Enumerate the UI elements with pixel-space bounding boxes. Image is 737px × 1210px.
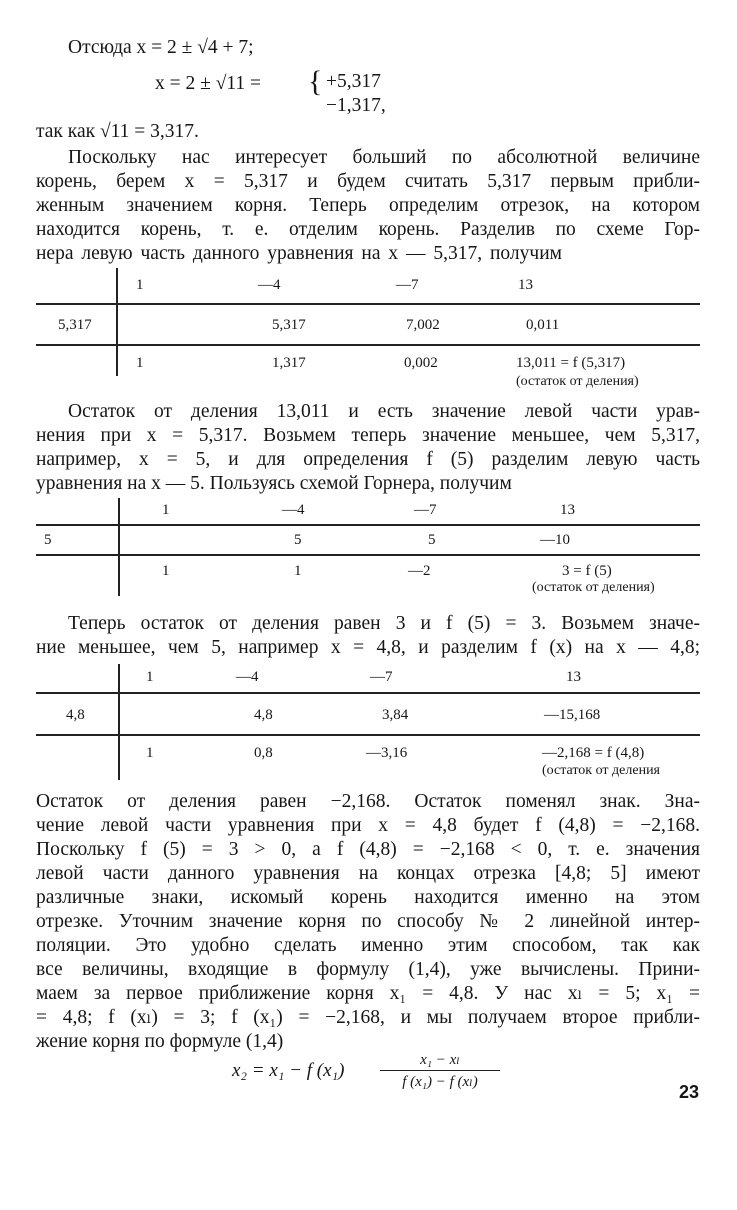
paragraph-2-line: Остаток от деления 13,011 и есть значение левой части урав- [68, 401, 700, 422]
quotient-value: —2 [408, 563, 431, 579]
paragraph-1-line: женным значением корня. Теперь определим отрезок, на котором [36, 195, 700, 216]
paragraph-3-line: Теперь остаток от деления равен 3 и f (5) = 3. Возьмем значе- [68, 613, 700, 634]
coefficient: 1 [146, 669, 154, 685]
horner-table-3 [36, 664, 700, 786]
remainder-value: 3 = f (5) [562, 563, 612, 579]
table-rule [36, 554, 700, 556]
paragraph-4-line: жение корня по формуле (1,4) [36, 1031, 284, 1052]
product-value: 5 [428, 532, 436, 548]
formula-denominator: f (x₁) − f (xₗ) [402, 1074, 478, 1090]
paragraph-2-line: например, x = 5, и для определения f (5) разделим левую часть [36, 449, 700, 470]
paragraph-1-line: корень, берем x = 5,317 и будем считать 5,317 первым прибли- [36, 171, 700, 192]
coefficient: 13 [518, 277, 533, 293]
product-value: 5,317 [272, 317, 306, 333]
paragraph-4-line: различные знаки, искомый корень находится именно на этом [36, 887, 700, 908]
quotient-value: 1 [294, 563, 302, 579]
quotient-value: 1 [146, 745, 154, 761]
paragraph-1-line: Поскольку нас интересует больший по абсолютной величине [68, 147, 700, 168]
horner-table-1 [36, 268, 700, 392]
product-value: 5 [294, 532, 302, 548]
equation-line-1: Отсюда x = 2 ± √4 + 7; [68, 37, 254, 58]
quotient-value: —3,16 [366, 745, 408, 761]
remainder-note: (остаток от деления [542, 763, 660, 778]
paragraph-3-line: ние меньшее, чем 5, например x = 4,8, и разделим f (x) на x — 4,8; [36, 637, 700, 658]
coefficient: —4 [236, 669, 259, 685]
root-positive: +5,317 [326, 71, 381, 92]
quotient-value: 1,317 [272, 355, 306, 371]
coefficient: 1 [136, 277, 144, 293]
table-vertical-rule [118, 664, 120, 780]
quotient-value: 0,8 [254, 745, 273, 761]
remainder-note: (остаток от деления) [532, 580, 655, 595]
quotient-value: 1 [136, 355, 144, 371]
table-rule [36, 524, 700, 526]
coefficient: 1 [162, 502, 170, 518]
equation-line-2: x = 2 ± √11 = [155, 73, 262, 94]
coefficient: —4 [282, 502, 305, 518]
paragraph-4-line: поляции. Это удобно сделать именно этим способом, так как [36, 935, 700, 956]
paragraph-4-line: Остаток от деления равен −2,168. Остаток поменял знак. Зна- [36, 791, 700, 812]
paragraph-4-line: все величины, входящие в формулу (1,4), уже вычислены. Прини- [36, 959, 700, 980]
paragraph-1-line: нера левую часть данного уравнения на x — 5,317, получим [36, 243, 562, 264]
paragraph-4-line: = 4,8; f (xₗ) = 3; f (x₁) = −2,168, и мы получаем второе прибли- [36, 1007, 700, 1028]
product-value: —10 [540, 532, 570, 548]
formula-numerator: x₁ − xₗ [420, 1052, 460, 1068]
paragraph-1-line: находится корень, т. е. отделим корень. Разделив по схеме Гор- [36, 219, 700, 240]
table-vertical-rule [118, 498, 120, 596]
quotient-value: 0,002 [404, 355, 438, 371]
coefficient: —4 [258, 277, 281, 293]
paragraph-4-line: Поскольку f (5) = 3 > 0, а f (4,8) = −2,168 < 0, т. е. значения [36, 839, 700, 860]
page-number: 23 [678, 1082, 699, 1102]
coefficient: —7 [396, 277, 419, 293]
product-value: 7,002 [406, 317, 440, 333]
horner-table-2 [36, 498, 700, 600]
formula-lhs: x₂ = x₁ − f (x₁) [232, 1060, 345, 1081]
product-value: —15,168 [544, 707, 601, 723]
coefficient: 13 [566, 669, 581, 685]
equation-line-3: так как √11 = 3,317. [36, 121, 199, 142]
paragraph-4-line: чение левой части уравнения при x = 4,8 будет f (4,8) = −2,168. [36, 815, 700, 836]
divisor-value: 5 [44, 532, 52, 548]
remainder-value: 13,011 = f (5,317) [516, 355, 626, 371]
brace-symbol: { [308, 65, 323, 98]
root-negative: −1,317, [326, 95, 386, 116]
table-rule [36, 734, 700, 736]
coefficient: —7 [370, 669, 393, 685]
divisor-value: 5,317 [58, 317, 92, 333]
table-rule [36, 692, 700, 694]
remainder-value: —2,168 = f (4,8) [542, 745, 645, 761]
coefficient: 13 [560, 502, 575, 518]
paragraph-4-line: отрезке. Уточним значение корня по способу № 2 линейной интер- [36, 911, 700, 932]
paragraph-4-line: левой части данного уравнения на концах отрезка [4,8; 5] имеют [36, 863, 700, 884]
product-value: 4,8 [254, 707, 273, 723]
product-value: 0,011 [526, 317, 560, 333]
coefficient: —7 [414, 502, 437, 518]
quotient-value: 1 [162, 563, 170, 579]
paragraph-2-line: уравнения на x — 5. Пользуясь схемой Горнера, получим [36, 473, 512, 494]
product-value: 3,84 [382, 707, 409, 723]
divisor-value: 4,8 [66, 707, 85, 723]
paragraph-4-line: маем за первое приближение корня x₁ = 4,8. У нас xₗ = 5; x₁ = [36, 983, 700, 1004]
table-vertical-rule [116, 268, 118, 376]
remainder-note: (остаток от деления) [516, 374, 639, 389]
fraction-bar [380, 1070, 500, 1071]
paragraph-2-line: нения при x = 5,317. Возьмем теперь значение меньшее, чем 5,317, [36, 425, 700, 446]
table-rule [36, 344, 700, 346]
table-rule [36, 303, 700, 305]
